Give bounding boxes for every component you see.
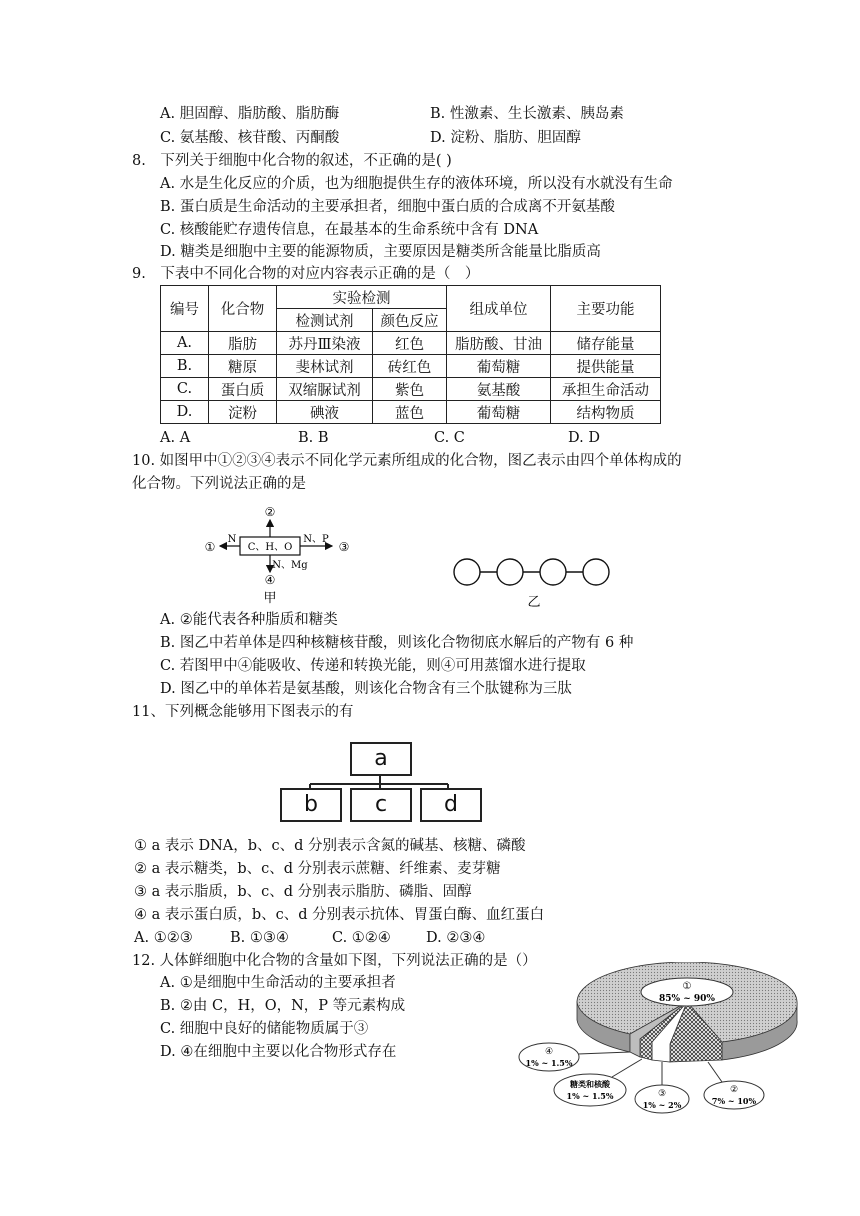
circled-4: ④ — [264, 573, 276, 587]
table-cell: 储存能量 — [551, 332, 661, 355]
table-cell: 脂肪酸、甘油 — [447, 332, 551, 355]
label-1-num: ① — [682, 981, 692, 992]
table-cell: 双缩脲试剂 — [277, 378, 373, 401]
down-label: N、Mg — [272, 560, 308, 571]
q9-option-c: C. C — [434, 430, 465, 446]
table-row — [161, 401, 661, 424]
center-label: C、H、O — [247, 542, 293, 553]
q12-option-b: B. ②由 C，H，O，N，P 等元素构成 — [160, 998, 406, 1014]
table-cell: C. — [161, 378, 209, 401]
table-cell: 红色 — [373, 332, 447, 355]
q11-statement-3: ③ a 表示脂质，b、c、d 分别表示脂肪、磷脂、固醇 — [134, 884, 472, 900]
right-label: N、P — [303, 534, 329, 545]
q9-option-b: B. B — [298, 430, 329, 446]
q10-stem-line1: 10. 如图甲中①②③④表示不同化学元素所组成的化合物，图乙表示由四个单体构成的 — [132, 453, 682, 469]
table-header-color: 颜色反应 — [373, 309, 447, 332]
table-cell: 糖原 — [209, 355, 277, 378]
table-cell: 砖红色 — [373, 355, 447, 378]
label-3-num: ③ — [657, 1089, 667, 1099]
q9-stem: 9. 下表中不同化合物的对应内容表示正确的是（ ） — [132, 266, 480, 282]
q11-statement-2: ② a 表示糖类，b、c、d 分别表示蔗糖、纤维素、麦芽糖 — [134, 861, 501, 877]
q7-option-a: A. 胆固醇、脂肪酸、脂肪酶 — [160, 106, 340, 122]
table-cell: 葡萄糖 — [447, 355, 551, 378]
q12-pie-figure — [512, 962, 812, 1122]
q12-option-d: D. ④在细胞中主要以化合物形式存在 — [160, 1044, 397, 1060]
monomer-circle — [454, 559, 480, 585]
q10-stem-line2: 化合物。下列说法正确的是 — [132, 476, 306, 492]
q8-option-b: B. 蛋白质是生命活动的主要承担者，细胞中蛋白质的合成离不开氨基酸 — [160, 199, 615, 215]
table-cell: 蓝色 — [373, 401, 447, 424]
table-cell: 苏丹Ⅲ染液 — [277, 332, 373, 355]
q10-option-a: A. ②能代表各种脂质和糖类 — [160, 612, 338, 628]
table-cell: 提供能量 — [551, 355, 661, 378]
label-4-num: ④ — [544, 1047, 554, 1057]
table-cell: B. — [161, 355, 209, 378]
q7-option-b: B. 性激素、生长激素、胰岛素 — [430, 106, 624, 122]
q8-option-d: D. 糖类是细胞中主要的能源物质，主要原因是糖类所含能量比脂质高 — [160, 244, 601, 260]
box-a: a — [350, 742, 412, 776]
left-label: N — [227, 534, 237, 545]
label-5-name: 糖类和核酸 — [570, 1079, 610, 1089]
q12-stem: 12. 人体鲜细胞中化合物的含量如下图，下列说法正确的是（） — [132, 953, 537, 969]
box-c: c — [350, 788, 412, 822]
label-1-pct: 85% ~ 90% — [659, 994, 715, 1004]
label-2-pct: 7% ~ 10% — [711, 1096, 757, 1106]
q9-option-a: A. A — [160, 430, 191, 446]
table-row — [161, 355, 661, 378]
q12-option-a: A. ①是细胞中生命活动的主要承担者 — [160, 975, 396, 991]
caption-jia: 甲 — [263, 591, 277, 606]
table-cell: 碘液 — [277, 401, 373, 424]
q8-option-a: A. 水是生化反应的介质，也为细胞提供生存的液体环境，所以没有水就没有生命 — [160, 176, 673, 192]
table-cell: 承担生命活动 — [551, 378, 661, 401]
q11-statement-4: ④ a 表示蛋白质，b、c、d 分别表示抗体、胃蛋白酶、血红蛋白 — [134, 907, 545, 923]
table-row — [161, 332, 661, 355]
q12-option-c: C. 细胞中良好的储能物质属于③ — [160, 1021, 369, 1037]
q10-figure — [190, 500, 630, 610]
q10-option-c: C. 若图甲中④能吸收、传递和转换光能，则④可用蒸馏水进行提取 — [160, 658, 586, 674]
q10-option-d: D. 图乙中的单体若是氨基酸，则该化合物含有三个肽键称为三肽 — [160, 681, 572, 697]
q11-option-c: C. ①②④ — [332, 930, 391, 946]
monomer-circle — [540, 559, 566, 585]
monomer-circle — [497, 559, 523, 585]
label-4-pct: 1% ~ 1.5% — [525, 1058, 573, 1068]
q11-option-b: B. ①③④ — [230, 930, 289, 946]
circled-2: ② — [264, 505, 276, 519]
circled-1: ① — [204, 540, 216, 554]
q8-stem: 8. 下列关于细胞中化合物的叙述，不正确的是( ) — [132, 153, 452, 169]
q11-stem: 11、下列概念能够用下图表示的有 — [132, 704, 354, 720]
caption-yi: 乙 — [527, 595, 541, 610]
label-3-pct: 1% ~ 2% — [642, 1100, 682, 1110]
table-row — [161, 378, 661, 401]
q9-option-d: D. D — [568, 430, 600, 446]
q11-statement-1: ① a 表示 DNA，b、c、d 分别表示含氮的碱基、核糖、磷酸 — [134, 838, 526, 854]
table-cell: D. — [161, 401, 209, 424]
q10-option-b: B. 图乙中若单体是四种核糖核苷酸，则该化合物彻底水解后的产物有 6 种 — [160, 635, 634, 651]
table-header-unit: 组成单位 — [447, 286, 551, 332]
q8-option-c: C. 核酸能贮存遗传信息，在最基本的生命系统中含有 DNA — [160, 222, 539, 238]
box-b: b — [280, 788, 342, 822]
table-cell: 斐林试剂 — [277, 355, 373, 378]
table-header-function: 主要功能 — [551, 286, 661, 332]
q11-option-d: D. ②③④ — [426, 930, 486, 946]
table-cell: 脂肪 — [209, 332, 277, 355]
table-header-id: 编号 — [161, 286, 209, 332]
table-cell: 蛋白质 — [209, 378, 277, 401]
box-d: d — [420, 788, 482, 822]
q9-table — [160, 285, 661, 424]
table-cell: 紫色 — [373, 378, 447, 401]
table-header-compound: 化合物 — [209, 286, 277, 332]
table-cell: 淀粉 — [209, 401, 277, 424]
table-cell: 氨基酸 — [447, 378, 551, 401]
monomer-circle — [583, 559, 609, 585]
q7-option-c: C. 氨基酸、核苷酸、丙酮酸 — [160, 130, 340, 146]
label-2-num: ② — [729, 1085, 739, 1095]
label-5-pct: 1% ~ 1.5% — [566, 1091, 614, 1101]
table-cell: 葡萄糖 — [447, 401, 551, 424]
circled-3: ③ — [338, 540, 350, 554]
table-header-reagent: 检测试剂 — [277, 309, 373, 332]
q11-option-a: A. ①②③ — [134, 930, 193, 946]
q7-option-d: D. 淀粉、脂肪、胆固醇 — [430, 130, 581, 146]
table-cell: 结构物质 — [551, 401, 661, 424]
table-cell: A. — [161, 332, 209, 355]
table-header-detection: 实验检测 — [277, 286, 447, 309]
